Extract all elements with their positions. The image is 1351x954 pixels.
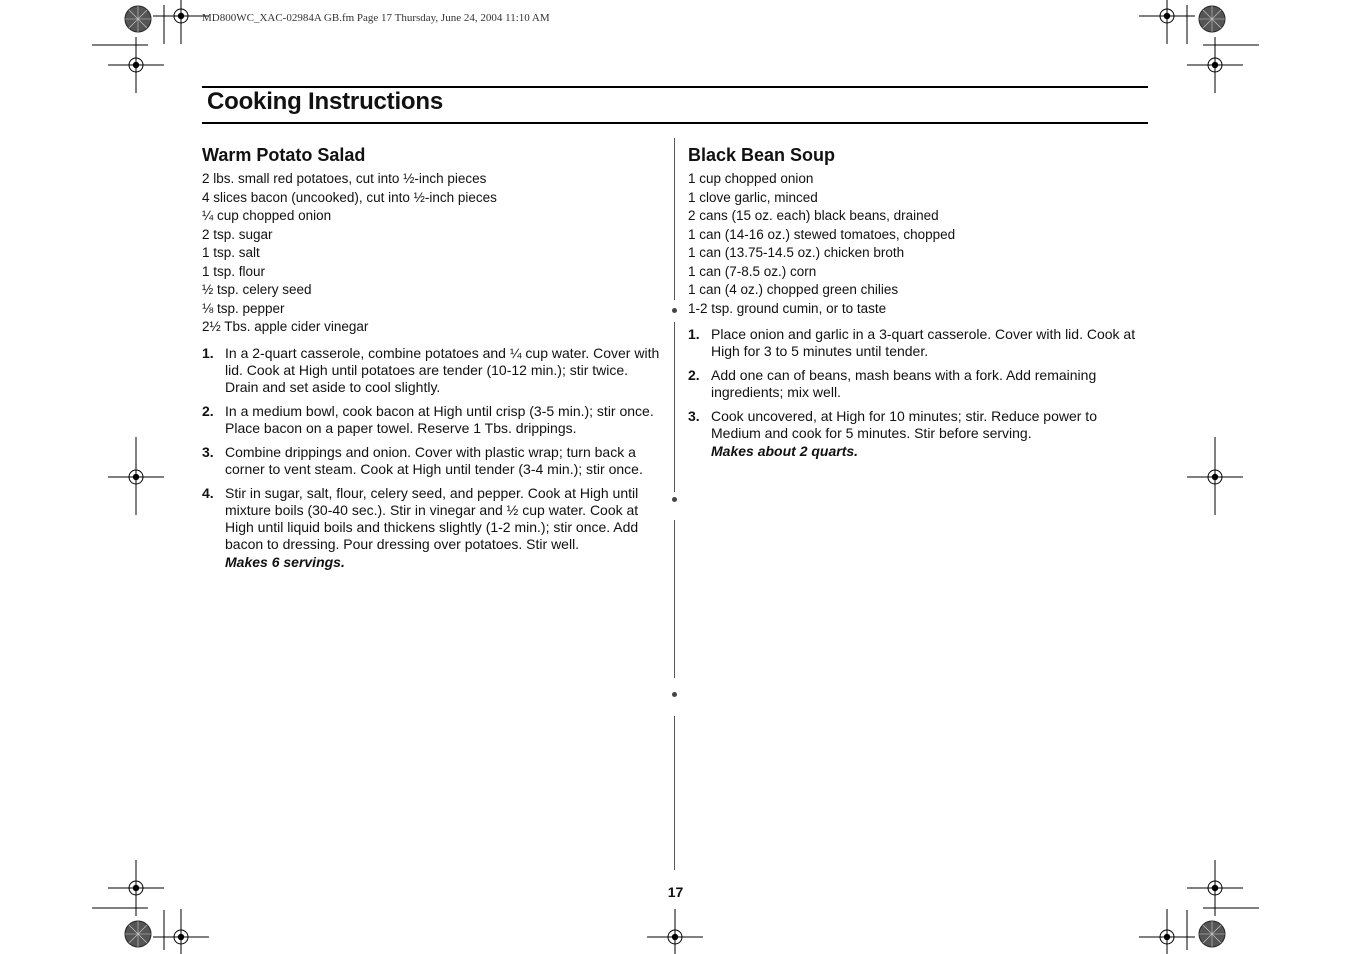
sunburst-mark: [125, 921, 151, 947]
ingredient-item: 2 lbs. small red potatoes, cut into ½-inch pieces: [202, 171, 487, 186]
step-item: [688, 367, 1148, 401]
sunburst-mark: [125, 6, 151, 32]
step-number: 1.: [688, 326, 700, 342]
crosshair-mark: [153, 0, 209, 44]
step-number: 1.: [202, 344, 214, 361]
recipe-yield: Makes about 2 quarts.: [711, 443, 859, 459]
page-number: 17: [667, 884, 684, 900]
ingredient-item: ½ tsp. celery seed: [202, 282, 312, 297]
ingredient-item: ¼ cup chopped onion: [202, 208, 332, 223]
ingredient-item: 1 clove garlic, minced: [688, 189, 818, 205]
ingredient-item: 2 tsp. sugar: [202, 226, 273, 242]
ingredient-item: 4 slices bacon (uncooked), cut into ½-inch pieces: [202, 189, 497, 205]
step-text: Add one can of beans, mash beans with a fork. Add remaining ingredients; mix well.: [711, 367, 1097, 400]
ingredient-item: 2½ Tbs. apple cider vinegar: [202, 319, 369, 334]
step-item: [688, 408, 1148, 460]
step-item: [202, 444, 662, 478]
ingredient-list: [202, 170, 662, 337]
file-info-header: MD800WC_XAC-02984A GB.fm Page 17 Thursday, June 24, 2004 11:10 AM: [202, 12, 550, 24]
column-divider: [674, 322, 675, 492]
black-bean-soup-recipe: [688, 144, 1148, 467]
crosshair-mark: [153, 909, 209, 954]
ingredient-list: [688, 170, 1148, 318]
recipe-yield: Makes 6 servings.: [225, 553, 345, 570]
step-list: [688, 326, 1148, 460]
step-text: In a 2-quart casserole, combine potatoes and ¼ cup water. Cover with lid. Cook at High until potatoes are tender (10-12 min.); stir twice. Drain and set aside to cool slightly.: [225, 344, 660, 395]
step-item: [202, 403, 662, 437]
step-number: 2.: [202, 402, 214, 419]
ingredient-item: 1 can (7-8.5 oz.) corn: [688, 263, 817, 279]
step-text: In a medium bowl, cook bacon at High until crisp (3-5 min.); stir once. Place bacon on a paper towel. Reserve 1 Tbs. drippings.: [225, 402, 654, 436]
step-text: Combine drippings and onion. Cover with plastic wrap; turn back a corner to vent steam. Cook at High until tender (3-4 min.); stir once.: [225, 443, 643, 477]
ingredient-item: 1 tsp. flour: [202, 263, 266, 279]
step-text: Place onion and garlic in a 3-quart casserole. Cover with lid. Cook at High for 3 to 5 minutes until tender.: [711, 326, 1136, 359]
step-number: 4.: [202, 484, 214, 501]
ingredient-item: 1 can (13.75-14.5 oz.) chicken broth: [688, 245, 905, 260]
step-text: Stir in sugar, salt, flour, celery seed, and pepper. Cook at High until mixture boils (30-40 sec.). Stir in vinegar and ½ cup water. Cook at High until liquid boils and thickens slightly (1-2 min.); stir once. Add bacon to dressing. Pour dressing over potatoes. Stir well.: [225, 484, 639, 552]
recipe-title: Black Bean Soup: [688, 145, 836, 165]
page-title: Cooking Instructions: [207, 88, 444, 115]
ingredient-item: 2 cans (15 oz. each) black beans, drained: [688, 208, 939, 223]
column-divider: [674, 716, 675, 870]
divider-dot: [672, 692, 677, 697]
ingredient-item: 1 cup chopped onion: [688, 171, 814, 186]
crosshair-mark: [647, 909, 703, 954]
title-bottom-rule: [202, 122, 1148, 124]
step-number: 3.: [202, 443, 214, 460]
recipe-title: Warm Potato Salad: [202, 145, 366, 165]
step-item: [202, 485, 662, 571]
divider-dot: [672, 497, 677, 502]
sunburst-mark: [1199, 921, 1225, 947]
column-divider: [674, 520, 675, 678]
ingredient-item: ⅛ tsp. pepper: [202, 300, 285, 316]
step-number: 2.: [688, 367, 700, 383]
step-number: 3.: [688, 408, 700, 424]
ingredient-item: 1 tsp. salt: [202, 245, 260, 260]
step-list: [202, 345, 662, 571]
step-text: Cook uncovered, at High for 10 minutes; stir. Reduce power to Medium and cook for 5 minutes. Stir before serving.: [711, 408, 1097, 441]
step-item: [688, 326, 1148, 360]
ingredient-item: 1 can (4 oz.) chopped green chilies: [688, 282, 899, 297]
ingredient-item: 1 can (14-16 oz.) stewed tomatoes, chopped: [688, 226, 956, 242]
divider-dot: [672, 308, 677, 313]
warm-potato-salad-recipe: [202, 144, 662, 578]
column-divider: [674, 138, 675, 300]
ingredient-item: 1-2 tsp. ground cumin, or to taste: [688, 300, 887, 316]
sunburst-mark: [1199, 6, 1225, 32]
step-item: [202, 345, 662, 396]
